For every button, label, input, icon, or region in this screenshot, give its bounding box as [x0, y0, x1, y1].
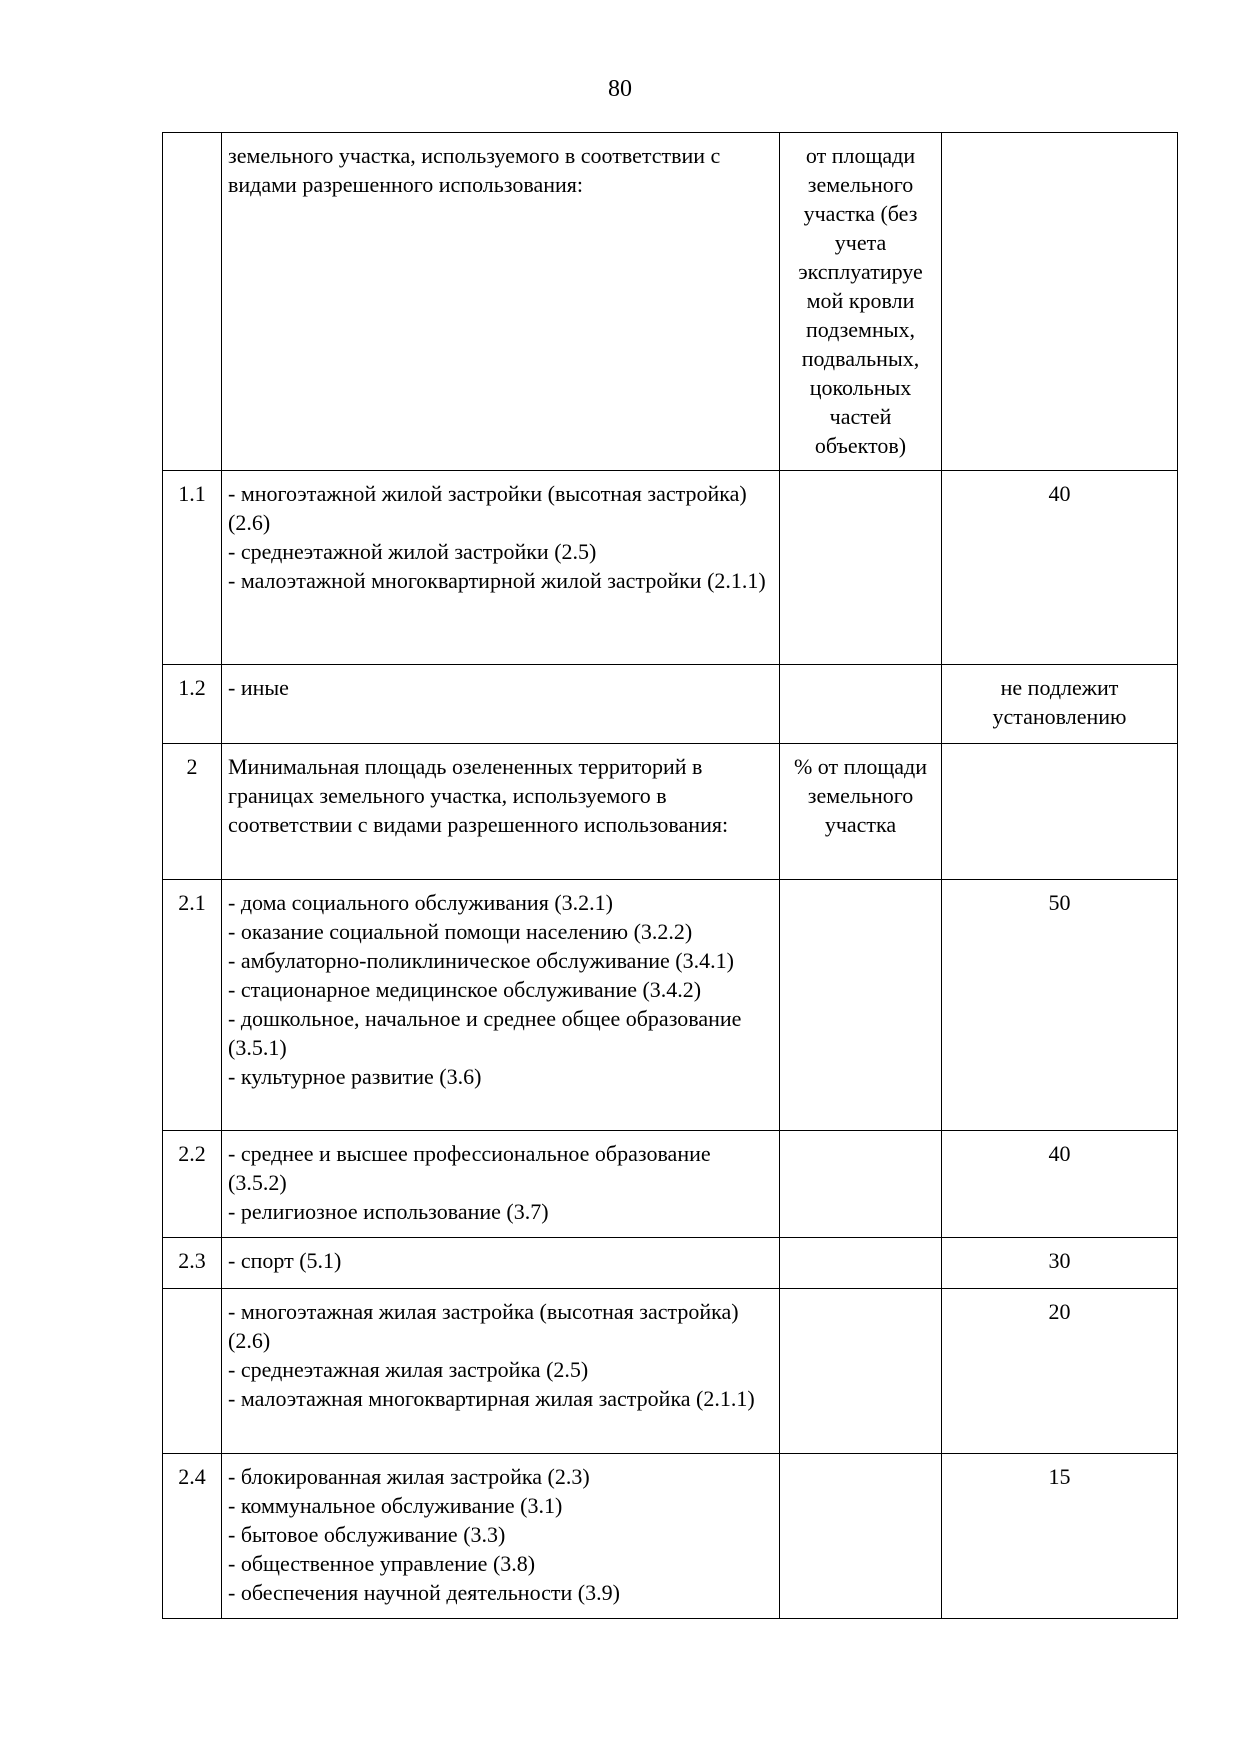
- row-value: 50: [942, 880, 1178, 1131]
- description-line: - культурное развитие (3.6): [228, 1064, 482, 1089]
- table-row: [163, 1238, 1178, 1289]
- description-line: - стационарное медицинское обслуживание (3.4.2): [228, 977, 702, 1002]
- row-number: 2.4: [163, 1454, 222, 1619]
- row-value: 40: [942, 1131, 1178, 1238]
- row-unit: [780, 1238, 942, 1289]
- description-line: - религиозное использование (3.7): [228, 1199, 549, 1224]
- description-line: - обеспечения научной деятельности (3.9): [228, 1580, 620, 1605]
- row-number: 2.1: [163, 880, 222, 1131]
- description-line: земельного участка, используемого в соответствии с видами разрешенного использования:: [228, 143, 721, 197]
- description-line: - спорт (5.1): [228, 1248, 342, 1273]
- row-number: [163, 133, 222, 471]
- table-row: [163, 880, 1178, 1131]
- description-line: - дома социального обслуживания (3.2.1): [228, 890, 613, 915]
- row-unit: [780, 471, 942, 665]
- row-unit: % от площади земельного участка: [780, 744, 942, 880]
- description-line: - среднеэтажной жилой застройки (2.5): [228, 539, 597, 564]
- table-row: [163, 471, 1178, 665]
- row-description: [222, 744, 780, 880]
- description-line: Минимальная площадь озелененных территорий в границах земельного участка, используемого в соответствии с видами разрешенного использования:: [228, 754, 729, 837]
- row-number: 1.1: [163, 471, 222, 665]
- description-line: - среднее и высшее профессиональное образование (3.5.2): [228, 1141, 711, 1195]
- page-number: 80: [608, 76, 632, 102]
- row-description: [222, 471, 780, 665]
- description-line: - бытовое обслуживание (3.3): [228, 1522, 506, 1547]
- description-line: - блокированная жилая застройка (2.3): [228, 1464, 590, 1489]
- row-description: [222, 1131, 780, 1238]
- row-value: не подлежит установлению: [942, 665, 1178, 744]
- table-row: [163, 1289, 1178, 1454]
- row-description: [222, 1454, 780, 1619]
- row-unit: [780, 1289, 942, 1454]
- description-line: - иные: [228, 675, 289, 700]
- table-row: [163, 744, 1178, 880]
- row-number: 1.2: [163, 665, 222, 744]
- row-number: 2: [163, 744, 222, 880]
- row-unit: [780, 1454, 942, 1619]
- description-line: - дошкольное, начальное и среднее общее образование (3.5.1): [228, 1006, 742, 1060]
- row-value: 15: [942, 1454, 1178, 1619]
- description-line: - амбулаторно-поликлиническое обслуживание (3.4.1): [228, 948, 734, 973]
- description-line: - многоэтажная жилая застройка (высотная застройка) (2.6): [228, 1299, 739, 1353]
- row-description: [222, 133, 780, 471]
- row-unit: от площади земельного участка (без учета эксплуатируе мой кровли подземных, подвальных, цокольных частей объектов): [780, 133, 942, 471]
- table-row: [163, 133, 1178, 471]
- row-description: [222, 1289, 780, 1454]
- row-number: [163, 1289, 222, 1454]
- row-unit: [780, 880, 942, 1131]
- row-value: [942, 744, 1178, 880]
- table-row: [163, 1131, 1178, 1238]
- description-line: - малоэтажная многоквартирная жилая застройка (2.1.1): [228, 1386, 755, 1411]
- row-description: [222, 1238, 780, 1289]
- row-value: 30: [942, 1238, 1178, 1289]
- row-value: [942, 133, 1178, 471]
- description-line: - малоэтажной многоквартирной жилой застройки (2.1.1): [228, 568, 766, 593]
- regulations-table: [162, 132, 1178, 1619]
- description-line: - многоэтажной жилой застройки (высотная застройка) (2.6): [228, 481, 747, 535]
- row-number: 2.2: [163, 1131, 222, 1238]
- row-unit: [780, 665, 942, 744]
- row-value: 20: [942, 1289, 1178, 1454]
- table-row: [163, 665, 1178, 744]
- row-number: 2.3: [163, 1238, 222, 1289]
- row-value: 40: [942, 471, 1178, 665]
- row-unit: [780, 1131, 942, 1238]
- description-line: - среднеэтажная жилая застройка (2.5): [228, 1357, 589, 1382]
- table-row: [163, 1454, 1178, 1619]
- row-description: [222, 880, 780, 1131]
- description-line: - коммунальное обслуживание (3.1): [228, 1493, 563, 1518]
- description-line: - общественное управление (3.8): [228, 1551, 536, 1576]
- row-description: [222, 665, 780, 744]
- description-line: - оказание социальной помощи населению (3.2.2): [228, 919, 693, 944]
